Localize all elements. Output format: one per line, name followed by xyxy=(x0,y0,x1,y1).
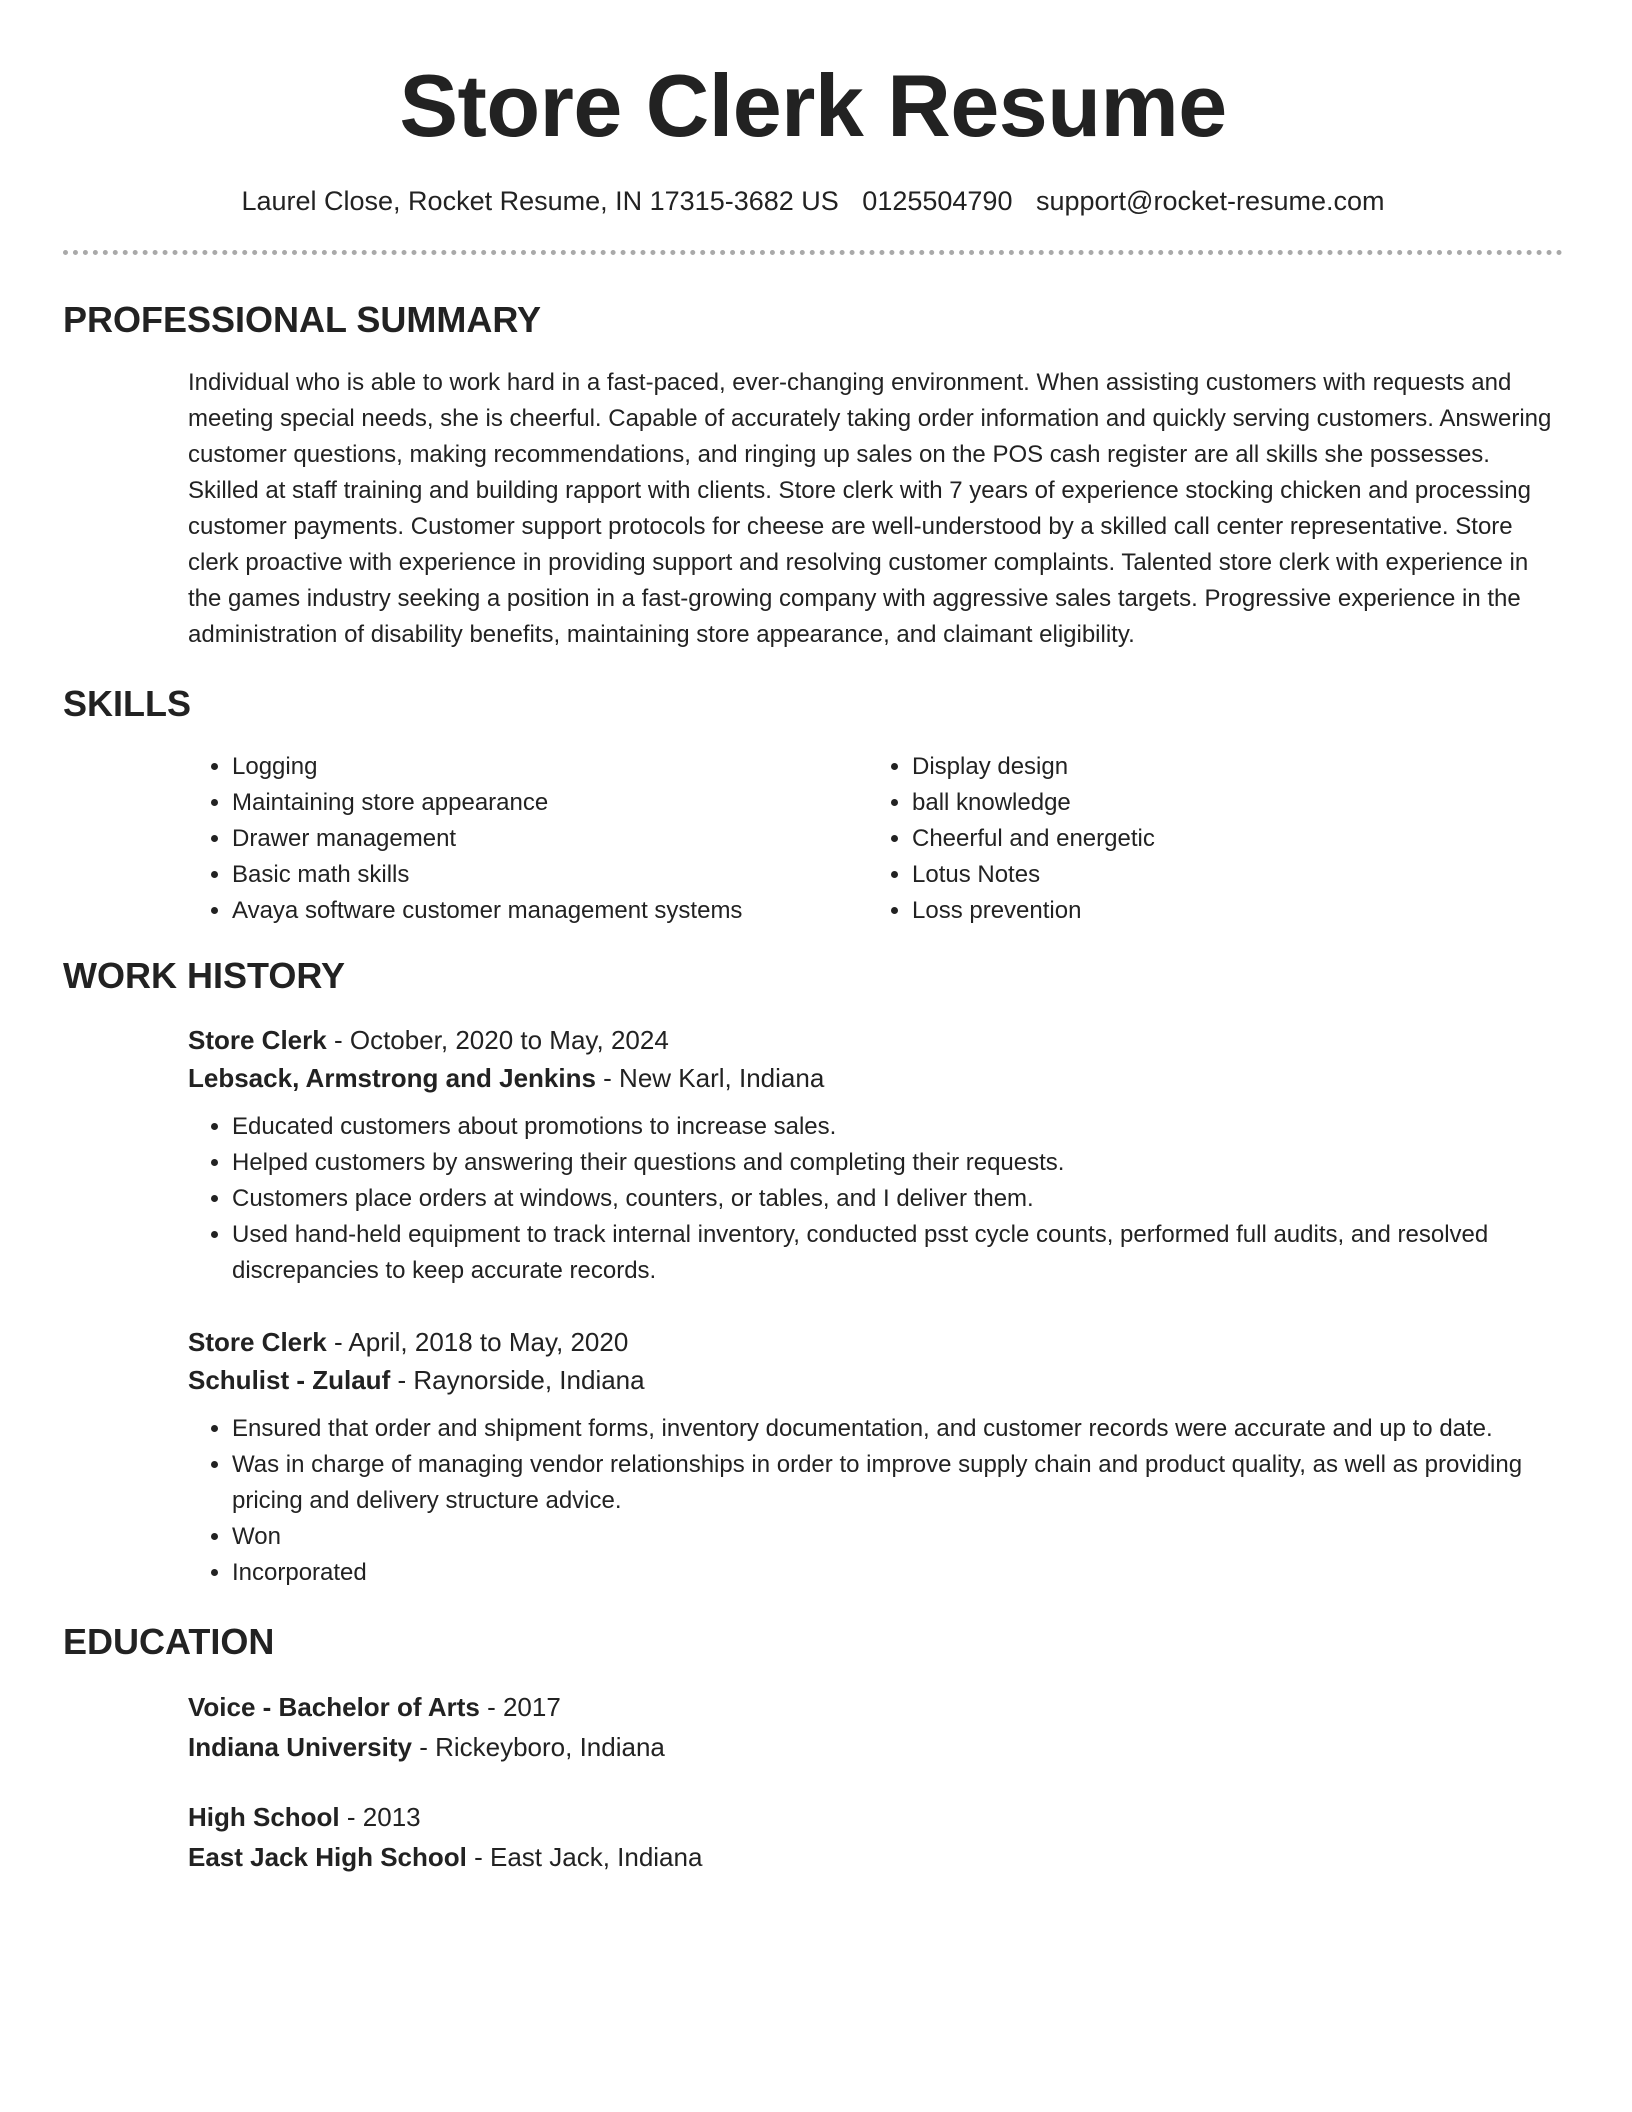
job-dates: - April, 2018 to May, 2020 xyxy=(326,1327,629,1357)
skill-item: • Drawer management xyxy=(232,821,862,857)
job-company: Schulist - Zulauf xyxy=(188,1365,391,1395)
skill-item: • Cheerful and energetic xyxy=(912,821,1542,857)
job-location: - Raynorside, Indiana xyxy=(390,1365,645,1395)
job-duty: • Ensured that order and shipment forms, inventory documentation, and customer records were accurate and up to date. xyxy=(232,1411,1563,1447)
skill-item: • Loss prevention xyxy=(912,893,1542,929)
summary-heading: PROFESSIONAL SUMMARY xyxy=(63,299,542,340)
job-entry xyxy=(188,1021,1563,1289)
skill-item: • Display design xyxy=(912,749,1542,785)
education-entry xyxy=(188,1687,1563,1767)
skills-heading: SKILLS xyxy=(63,683,192,724)
job-duty: • Customers place orders at windows, counters, or tables, and I deliver them. xyxy=(232,1181,1563,1217)
education-degree-line xyxy=(188,1797,1563,1837)
job-duty: • Helped customers by answering their questions and completing their requests. xyxy=(232,1145,1563,1181)
summary-text: Individual who is able to work hard in a fast-paced, ever-changing environment. When assisting customers with requests and meeting special needs, she is cheerful. Capable of accurately taking order information and quickly serving customers. Answering customer questions, making recommendations, and ringing up sales on the POS cash register are all skills she possesses. Skilled at staff training and building rapport with clients. Store clerk with 7 years of experience stocking chicken and processing customer payments. Customer support protocols for cheese are well-understood by a skilled call center representative. Store clerk proactive with experience in providing support and resolving customer complaints. Talented store clerk with experience in the games industry seeking a position in a fast-growing company with aggressive sales targets. Progressive experience in the administration of disability benefits, maintaining store appearance, and claimant eligibility. xyxy=(188,369,1552,648)
job-duties xyxy=(188,1109,1563,1289)
resume-page xyxy=(63,0,1563,1877)
education-year: - 2013 xyxy=(339,1802,421,1832)
education-heading: EDUCATION xyxy=(63,1621,275,1662)
job-title: Store Clerk xyxy=(188,1327,327,1357)
job-location: - New Karl, Indiana xyxy=(595,1063,825,1093)
job-duty: • Was in charge of managing vendor relationships in order to improve supply chain and product quality, as well as providing pricing and delivery structure advice. xyxy=(232,1447,1563,1519)
job-company-line xyxy=(188,1059,1563,1097)
job-duty: • Won xyxy=(232,1519,1563,1555)
education-degree-line xyxy=(188,1687,1563,1727)
job-dates: - October, 2020 to May, 2024 xyxy=(326,1025,669,1055)
education-school-line xyxy=(188,1837,1563,1877)
education-location: - Rickeyboro, Indiana xyxy=(411,1732,665,1762)
education-school-line xyxy=(188,1727,1563,1767)
skill-item: • Basic math skills xyxy=(232,857,862,893)
skill-item: • Logging xyxy=(232,749,862,785)
contact-phone: 0125504790 xyxy=(862,186,1013,216)
job-duty: • Used hand-held equipment to track internal inventory, conducted psst cycle counts, performed full audits, and resolved discrepancies to keep accurate records. xyxy=(232,1217,1563,1289)
job-duties xyxy=(188,1411,1563,1591)
job-entry xyxy=(188,1323,1563,1591)
education-school: Indiana University xyxy=(188,1732,412,1762)
skills-column-left xyxy=(188,749,862,929)
contact-address: Laurel Close, Rocket Resume, IN 17315-3682 US xyxy=(241,186,839,216)
work-history-heading: WORK HISTORY xyxy=(63,955,346,996)
header-divider xyxy=(63,250,1563,255)
education-entry xyxy=(188,1797,1563,1877)
job-title-line xyxy=(188,1021,1563,1059)
job-duty: • Incorporated xyxy=(232,1555,1563,1591)
job-duty: • Educated customers about promotions to increase sales. xyxy=(232,1109,1563,1145)
skill-item: • Avaya software customer management systems xyxy=(232,893,862,929)
education-location: - East Jack, Indiana xyxy=(466,1842,703,1872)
education-school: East Jack High School xyxy=(188,1842,467,1872)
job-company: Lebsack, Armstrong and Jenkins xyxy=(188,1063,596,1093)
job-title: Store Clerk xyxy=(188,1025,327,1055)
contact-email: support@rocket-resume.com xyxy=(1035,186,1385,216)
job-company-line xyxy=(188,1361,1563,1399)
skills-list xyxy=(188,749,1563,929)
skill-item: • Lotus Notes xyxy=(912,857,1542,893)
education-degree: Voice - Bachelor of Arts xyxy=(188,1692,480,1722)
skill-item: • ball knowledge xyxy=(912,785,1542,821)
resume-title: Store Clerk Resume xyxy=(399,56,1227,155)
skill-item: • Maintaining store appearance xyxy=(232,785,862,821)
education-year: - 2017 xyxy=(479,1692,561,1722)
education-degree: High School xyxy=(188,1802,340,1832)
skills-column-right xyxy=(862,749,1542,929)
contact-info xyxy=(63,184,1563,218)
job-title-line xyxy=(188,1323,1563,1361)
